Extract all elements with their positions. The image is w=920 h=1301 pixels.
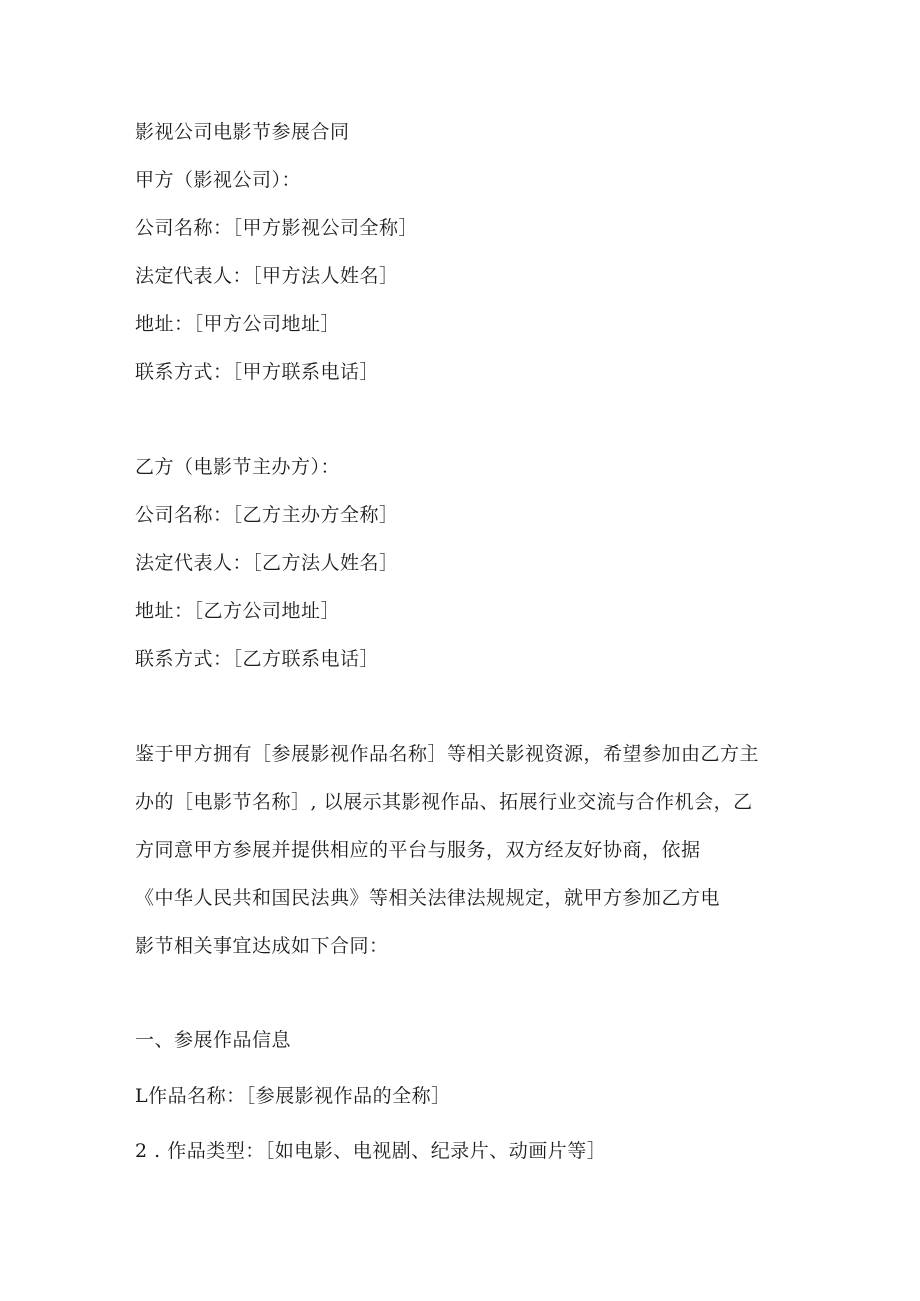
section-1-item-1: L作品名称：［参展影视作品的全称］ <box>135 1085 451 1107</box>
preamble-line-4: 《中华人民共和国民法典》等相关法律法规规定，就甲方参加乙方电 <box>135 887 721 909</box>
party-a-address: 地址：［甲方公司地址］ <box>135 313 341 335</box>
party-b-heading: 乙方（电影节主办方）： <box>135 456 341 478</box>
party-b-contact: 联系方式：［乙方联系电话］ <box>135 648 380 670</box>
preamble-line-2: 办的［电影节名称］, 以展示其影视作品、拓展行业交流与合作机会，乙 <box>135 791 753 813</box>
section-1-heading: 一、参展作品信息 <box>135 1029 292 1051</box>
party-a-legal-rep: 法定代表人：［甲方法人姓名］ <box>135 265 399 287</box>
party-b-address: 地址：［乙方公司地址］ <box>135 600 341 622</box>
party-b-company-name: 公司名称：［乙方主办方全称］ <box>135 504 399 526</box>
document-title: 影视公司电影节参展合同 <box>135 121 350 143</box>
preamble-line-1: 鉴于甲方拥有［参展影视作品名称］等相关影视资源，希望参加由乙方主 <box>135 743 760 765</box>
preamble-line-3: 方同意甲方参展并提供相应的平台与服务，双方经友好协商，依据 <box>135 839 701 861</box>
preamble-line-5: 影节相关事宜达成如下合同： <box>135 935 389 957</box>
section-1-item-2: 2 . 作品类型：［如电影、电视剧、纪录片、动画片等］ <box>135 1140 607 1162</box>
party-a-contact: 联系方式：［甲方联系电话］ <box>135 361 380 383</box>
party-a-company-name: 公司名称：［甲方影视公司全称］ <box>135 217 419 239</box>
party-a-heading: 甲方（影视公司）： <box>135 169 302 191</box>
party-b-legal-rep: 法定代表人：［乙方法人姓名］ <box>135 552 399 574</box>
